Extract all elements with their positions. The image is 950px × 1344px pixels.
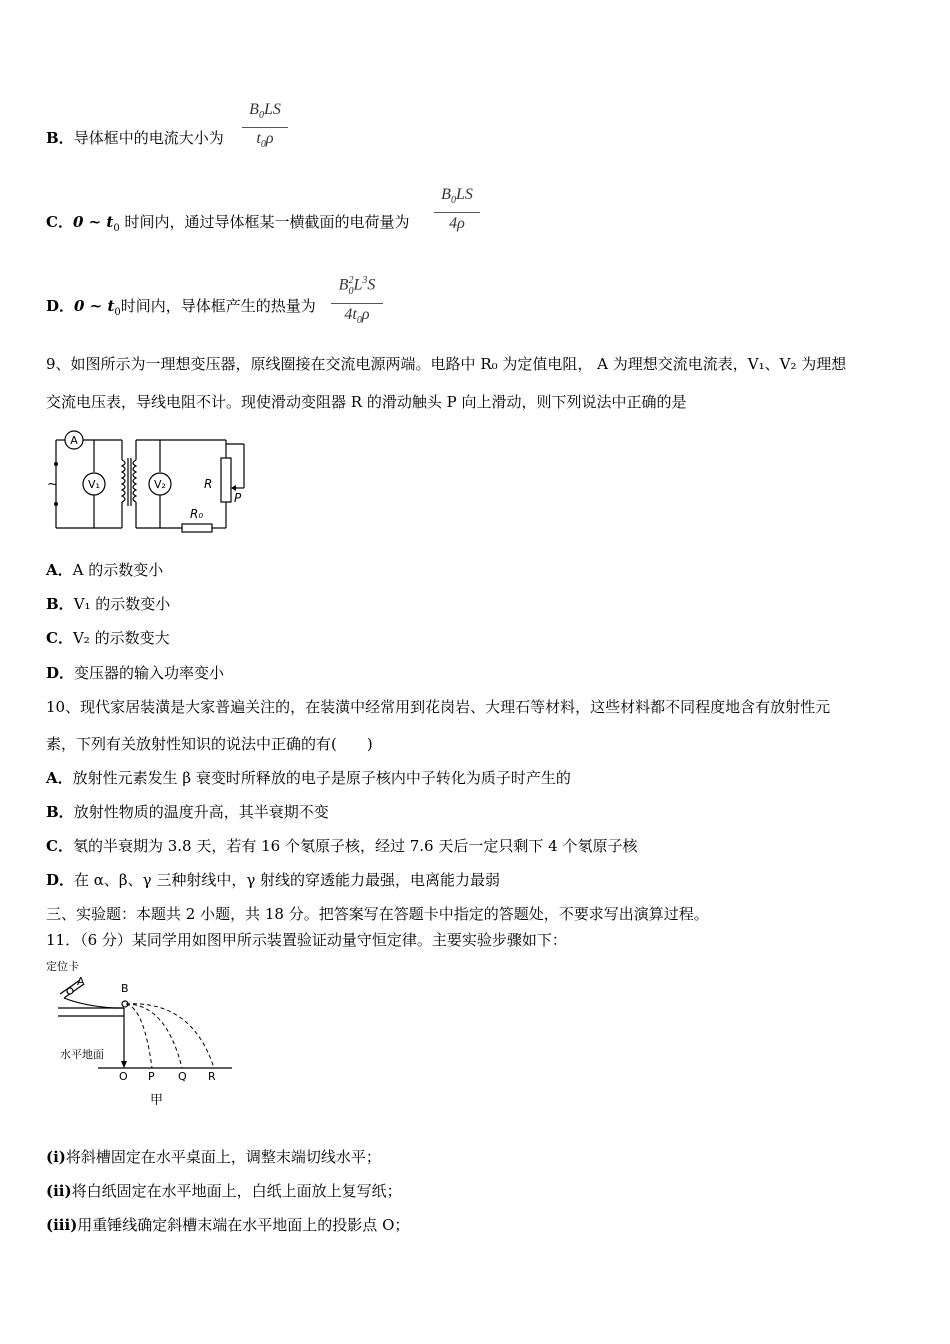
p-label: P (234, 491, 242, 505)
r0-label: R₀ (190, 507, 204, 521)
rheostat-r-icon (221, 458, 231, 502)
ground-label: 水平地面 (60, 1048, 104, 1061)
v2-label: V₂ (154, 478, 166, 491)
section-3-title: 三、实验题：本题共 2 小题，共 18 分。把答案写在答题卡中指定的答题处，不要求写出演算过程。 (46, 905, 709, 923)
q10-option-d: D．在 α、β、γ 三种射线中，γ 射线的穿透能力最强，电离能力最弱 (46, 871, 501, 889)
q10-option-b: B．放射性物质的温度升高，其半衰期不变 (46, 803, 329, 821)
option-label: C． (46, 213, 73, 231)
q8-option-b (46, 128, 224, 148)
q9-option-c: C．V₂ 的示数变大 (46, 629, 170, 647)
option-label: D． (46, 297, 75, 315)
point-q-label: Q (178, 1070, 187, 1083)
q8-d-fraction: $B^2_0L^3S$ $4t_0\rho$ (331, 272, 383, 330)
q10-stem-line2: 素，下列有关放射性知识的说法中正确的有( ) (46, 735, 373, 753)
q9-option-b: B．V₁ 的示数变小 (46, 595, 171, 613)
q11-stem: 11．（6 分）某同学用如图甲所示装置验证动量守恒定律。主要实验步骤如下： (46, 931, 567, 949)
a-label: A (77, 975, 85, 988)
q11-step-2: (ii)将白纸固定在水平地面上，白纸上面放上复写纸； (46, 1182, 402, 1200)
option-text: 时间内，通过导体框某一横截面的电荷量为 (119, 213, 410, 231)
q8-b-fraction: $B_0LS$ $t_0\rho$ (242, 101, 288, 154)
r-label: R (204, 477, 213, 491)
point-o-label: O (119, 1070, 128, 1083)
ac-source-icon: ~ (47, 477, 58, 492)
q9-option-a: A．A 的示数变小 (46, 561, 164, 579)
q8-option-c: C．0 ~ $t_0$ 时间内，通过导体框某一横截面的电荷量为 (46, 213, 410, 234)
q10-option-c: C．氡的半衰期为 3.8 天，若有 16 个氡原子核，经过 7.6 天后一定只剩下 4 个氡原子核 (46, 837, 638, 855)
q9-stem-line1: 9、如图所示为一理想变压器，原线圈接在交流电源两端。电路中 R₀ 为定值电阻， A 为理想交流电流表，V₁、V₂ 为理想 (46, 355, 847, 373)
point-r-label: R (208, 1070, 216, 1083)
q10-stem-line1: 10、现代家居装潢是大家普遍关注的，在装潢中经常用到花岗岩、大理石等材料，这些材料都不同程度地含有放射性元 (46, 698, 831, 716)
ball-a-icon (67, 988, 73, 994)
q11-figure-jia (44, 958, 244, 1108)
point-p-label: P (148, 1070, 155, 1083)
locating-card-label: 定位卡 (46, 960, 79, 973)
option-text: 时间内，导体框产生的热量为 (120, 297, 316, 315)
figure-caption: 甲 (150, 1093, 164, 1108)
resistor-r0-icon (182, 524, 212, 532)
q10-option-a: A．放射性元素发生 β 衰变时所释放的电子是原子核内中子转化为质子时产生的 (46, 769, 571, 787)
option-text: 导体框中的电流大小为 (73, 129, 224, 147)
q9-stem-line2: 交流电压表，导线电阻不计。现使滑动变阻器 R 的滑动触头 P 向上滑动，则下列说法中正确的是 (46, 393, 687, 411)
v1-label: V₁ (88, 478, 100, 491)
b-label: B (121, 982, 129, 995)
q11-step-1: (i)将斜槽固定在水平桌面上，调整末端切线水平； (46, 1148, 381, 1166)
q8-c-fraction: $B_0LS$ 4ρ (434, 186, 480, 233)
q11-step-3: (iii)用重锤线确定斜槽末端在水平地面上的投影点 O； (46, 1216, 410, 1234)
ammeter-label: A (70, 434, 78, 447)
option-label: B． (46, 129, 74, 147)
q8-option-d: D．0 ~ $t_0$时间内，导体框产生的热量为 (46, 297, 316, 318)
q9-option-d: D．变压器的输入功率变小 (46, 664, 225, 682)
q9-circuit-diagram (44, 428, 254, 534)
